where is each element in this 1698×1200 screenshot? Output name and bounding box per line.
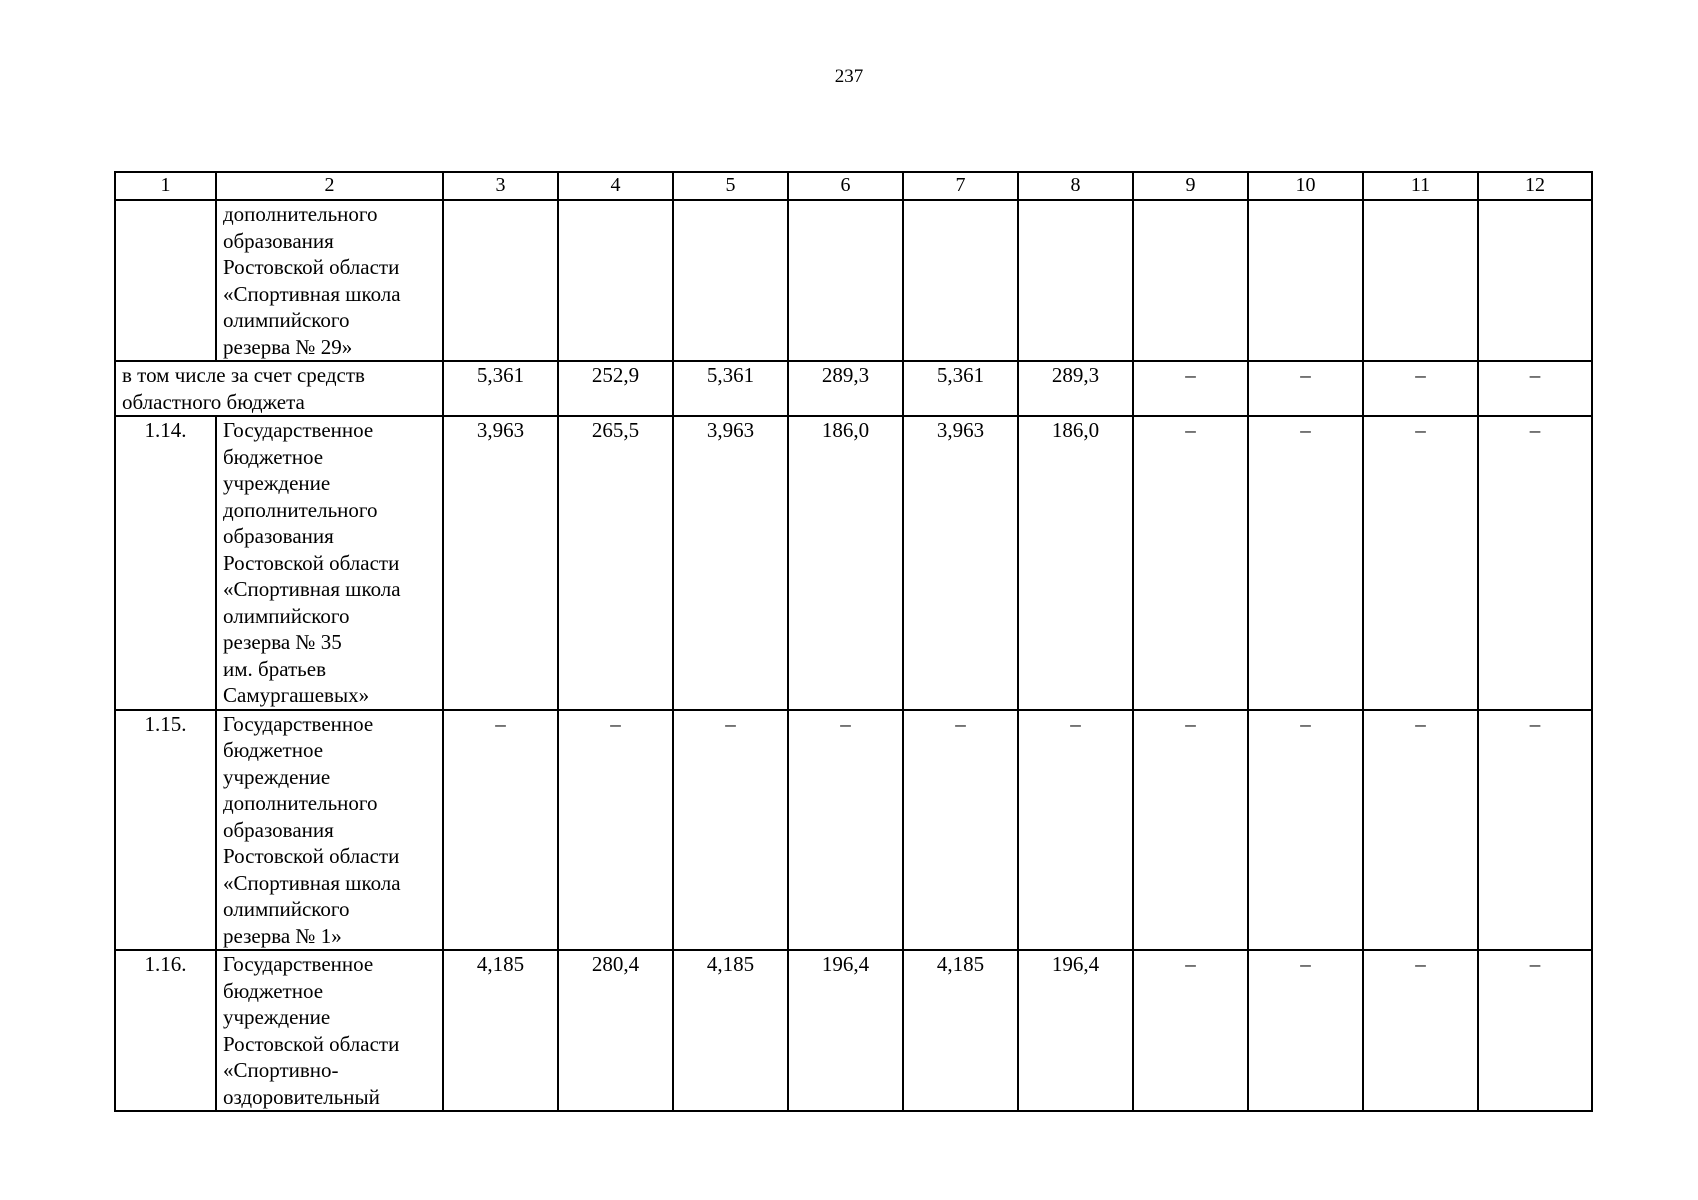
value-cell-col-12: – [1478,361,1592,416]
value-cell-col-5: 5,361 [673,361,788,416]
item-number: 1.15. [115,710,216,951]
value-cell-col-4: 265,5 [558,416,673,710]
value-cell-col-8 [1018,200,1133,361]
item-name-text: Государственное бюджетное учреждение дополнительного образования Ростовской области «Спортивная школа олимпийского резерва № 35 им. братьев Самургашевых» [223,418,401,707]
value-cell-col-11: – [1363,710,1478,951]
value-cell-col-3: 4,185 [443,950,558,1111]
header-cell-8: 8 [1018,172,1133,200]
header-row [115,172,1592,200]
header-cell-2: 2 [216,172,443,200]
value-cell-col-6: 196,4 [788,950,903,1111]
value-cell-col-11 [1363,200,1478,361]
header-cell-4: 4 [558,172,673,200]
value-cell-col-7 [903,200,1018,361]
value-cell-col-6: 186,0 [788,416,903,710]
header-cell-7: 7 [903,172,1018,200]
value-cell-col-5 [673,200,788,361]
item-name-text: дополнительного образования Ростовской области «Спортивная школа олимпийского резерва № 29» [223,202,401,359]
value-cell-col-3 [443,200,558,361]
item-name [216,710,443,951]
table-row [115,200,1592,361]
value-cell-col-12: – [1478,416,1592,710]
value-cell-col-10: – [1248,710,1363,951]
item-name-text: Государственное бюджетное учреждение дополнительного образования Ростовской области «Спортивная школа олимпийского резерва № 1» [223,711,401,948]
item-name [216,416,443,710]
table-body [115,172,1592,1111]
value-cell-col-9: – [1133,710,1248,951]
value-cell-col-5: 3,963 [673,416,788,710]
page-number: 237 [834,66,864,87]
header-cell-10: 10 [1248,172,1363,200]
header-cell-5: 5 [673,172,788,200]
header-cell-3: 3 [443,172,558,200]
value-cell-col-6: 289,3 [788,361,903,416]
header-cell-1: 1 [115,172,216,200]
value-cell-col-5: 4,185 [673,950,788,1111]
item-number [115,200,216,361]
value-cell-col-8: 289,3 [1018,361,1133,416]
value-cell-col-4: – [558,710,673,951]
value-cell-col-12: – [1478,950,1592,1111]
header-cell-12: 12 [1478,172,1592,200]
value-cell-col-3: – [443,710,558,951]
value-cell-col-6: – [788,710,903,951]
value-cell-col-11: – [1363,416,1478,710]
value-cell-col-5: – [673,710,788,951]
item-number: 1.14. [115,416,216,710]
table-row-subtotal [115,361,1592,416]
value-cell-col-10 [1248,200,1363,361]
data-table [114,171,1593,1112]
subtotal-label [115,361,443,416]
value-cell-col-3: 5,361 [443,361,558,416]
item-number: 1.16. [115,950,216,1111]
item-name [216,200,443,361]
value-cell-col-10: – [1248,361,1363,416]
value-cell-col-9: – [1133,416,1248,710]
header-cell-11: 11 [1363,172,1478,200]
value-cell-col-7: – [903,710,1018,951]
table-row [115,710,1592,951]
subtotal-label-text: в том числе за счет средств областного бюджета [122,363,365,414]
header-cell-9: 9 [1133,172,1248,200]
item-name-text: Государственное бюджетное учреждение Ростовской области «Спортивно- оздоровительный [223,952,400,1109]
value-cell-col-3: 3,963 [443,416,558,710]
value-cell-col-11: – [1363,361,1478,416]
value-cell-col-7: 5,361 [903,361,1018,416]
value-cell-col-10: – [1248,416,1363,710]
table-row [115,416,1592,710]
header-cell-6: 6 [788,172,903,200]
value-cell-col-9: – [1133,950,1248,1111]
value-cell-col-4 [558,200,673,361]
value-cell-col-4: 252,9 [558,361,673,416]
value-cell-col-8: – [1018,710,1133,951]
value-cell-col-10: – [1248,950,1363,1111]
value-cell-col-7: 4,185 [903,950,1018,1111]
value-cell-col-12: – [1478,710,1592,951]
value-cell-col-11: – [1363,950,1478,1111]
item-name [216,950,443,1111]
value-cell-col-8: 196,4 [1018,950,1133,1111]
value-cell-col-8: 186,0 [1018,416,1133,710]
table-row [115,950,1592,1111]
value-cell-col-4: 280,4 [558,950,673,1111]
value-cell-col-7: 3,963 [903,416,1018,710]
value-cell-col-6 [788,200,903,361]
value-cell-col-12 [1478,200,1592,361]
value-cell-col-9: – [1133,361,1248,416]
value-cell-col-9 [1133,200,1248,361]
